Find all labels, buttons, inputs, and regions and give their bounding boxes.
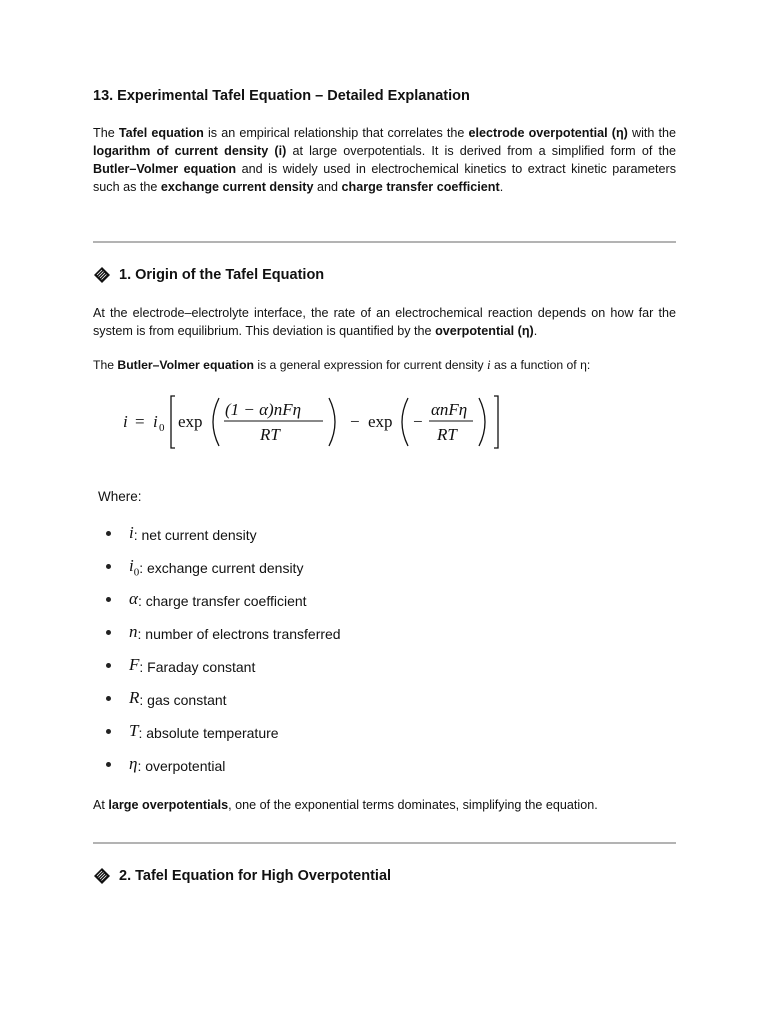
variable-description: : absolute temperature [138,724,279,741]
variable-symbol [129,655,139,677]
eq-neg: − [413,412,423,431]
variable-description: : overpotential [137,757,226,774]
variable-description: : gas constant [139,691,227,708]
intro-text: . [499,180,504,194]
eq-paren-open-2 [402,398,408,446]
para-text: as a function of η: [490,358,591,372]
intro-text: with the [627,126,677,140]
variable-description: : Faraday constant [139,658,256,675]
intro-text: The [93,126,119,140]
variable-description: : number of electrons transferred [137,625,341,642]
symbol-text: F [129,655,140,675]
bullet-icon [106,531,111,536]
eq-numerator-1: (1 − α)nFη [225,400,302,419]
symbol-text: i [129,523,134,543]
section-heading-text: 2. Tafel Equation for High Overpotential [119,868,392,884]
bullet-icon [106,729,111,734]
eq-bracket-left [171,396,175,448]
bullet-icon [106,762,111,767]
variable-symbol [129,556,139,578]
list-item [93,518,341,551]
para-text: is a general expression for current density [253,358,488,372]
eq-paren-close-2 [479,398,485,446]
para-bold: Butler–Volmer equation [117,358,254,372]
eq-denominator-1: RT [260,425,280,444]
variable-symbol [129,688,139,710]
variable-symbol [129,721,138,743]
butler-volmer-intro [93,356,676,374]
eq-exp-2: exp [368,412,393,431]
variable-symbol [129,754,137,776]
intro-bold: logarithm of current density (i) [93,144,287,158]
intro-paragraph [93,124,676,196]
list-item [93,749,341,782]
variable-list [93,518,341,782]
list-item [93,584,341,617]
section-divider [93,842,676,844]
para-text: At [93,798,109,812]
list-item [93,650,341,683]
list-item [93,683,341,716]
bullet-icon [106,597,111,602]
variable-description: : net current density [133,526,257,543]
eq-bracket-right [494,396,498,448]
symbol-text: η [129,754,138,774]
variable-symbol [129,622,138,644]
intro-text: and [313,180,342,194]
list-item [93,551,341,584]
section-divider [93,241,676,243]
eq-denominator-2: RT [437,425,457,444]
where-label: Where: [98,489,142,504]
eq-i0-sub: 0 [159,422,165,434]
symbol-subscript: 0 [133,566,140,579]
intro-bold: exchange current density [160,180,314,194]
symbol-text: n [129,622,138,642]
origin-paragraph [93,304,676,340]
intro-text: and is widely used in electrochemical kinetics to extract kinetic parameters such as the [93,162,676,194]
eq-paren-open-1 [213,398,219,446]
variable-description: : charge transfer coefficient [137,592,307,609]
symbol-text: T [129,721,139,741]
para-text: , one of the exponential terms dominates, simplifying the equation. [228,798,598,812]
diamond-icon [93,867,111,885]
list-item [93,716,341,749]
bullet-icon [106,630,111,635]
variable-description: : exchange current density [139,559,304,576]
symbol-text: i [129,556,134,576]
eq-i0: i [153,412,158,431]
eq-numerator-2: αnFη [431,400,468,419]
diamond-icon [93,266,111,284]
variable-symbol [129,589,138,611]
bullet-icon [106,696,111,701]
intro-bold: Tafel equation [118,126,204,140]
large-overpotential-paragraph [93,796,676,814]
bullet-icon [106,663,111,668]
section-heading-text: 1. Origin of the Tafel Equation [119,267,325,283]
intro-bold: electrode overpotential (η) [468,126,628,140]
section-heading-tafel-high [93,867,391,885]
para-text: The [93,358,118,372]
symbol-text: α [129,589,138,609]
eq-lhs: i [123,412,128,431]
section-heading-origin [93,266,324,284]
symbol-text: R [129,688,140,708]
intro-bold: Butler–Volmer equation [93,162,237,176]
eq-paren-close-1 [329,398,335,446]
para-bold: overpotential (η) [435,324,534,338]
para-text: . [533,324,538,338]
page-title: 13. Experimental Tafel Equation – Detailed Explanation [93,88,470,104]
intro-bold: charge transfer coefficient [341,180,500,194]
butler-volmer-equation [123,388,553,454]
para-italic: i [487,357,491,372]
eq-equals: = [135,412,145,431]
eq-exp-1: exp [178,412,203,431]
para-bold: large overpotentials [108,798,229,812]
intro-text: at large overpotentials. It is derived from a simplified form of the [286,144,676,158]
bullet-icon [106,564,111,569]
para-text: At the electrode–electrolyte interface, the rate of an electrochemical reaction depends on how far the system is from equilibrium. This deviation is quantified by the [93,306,676,338]
eq-minus: − [350,412,360,431]
list-item [93,617,341,650]
intro-text: is an empirical relationship that correlates the [203,126,469,140]
